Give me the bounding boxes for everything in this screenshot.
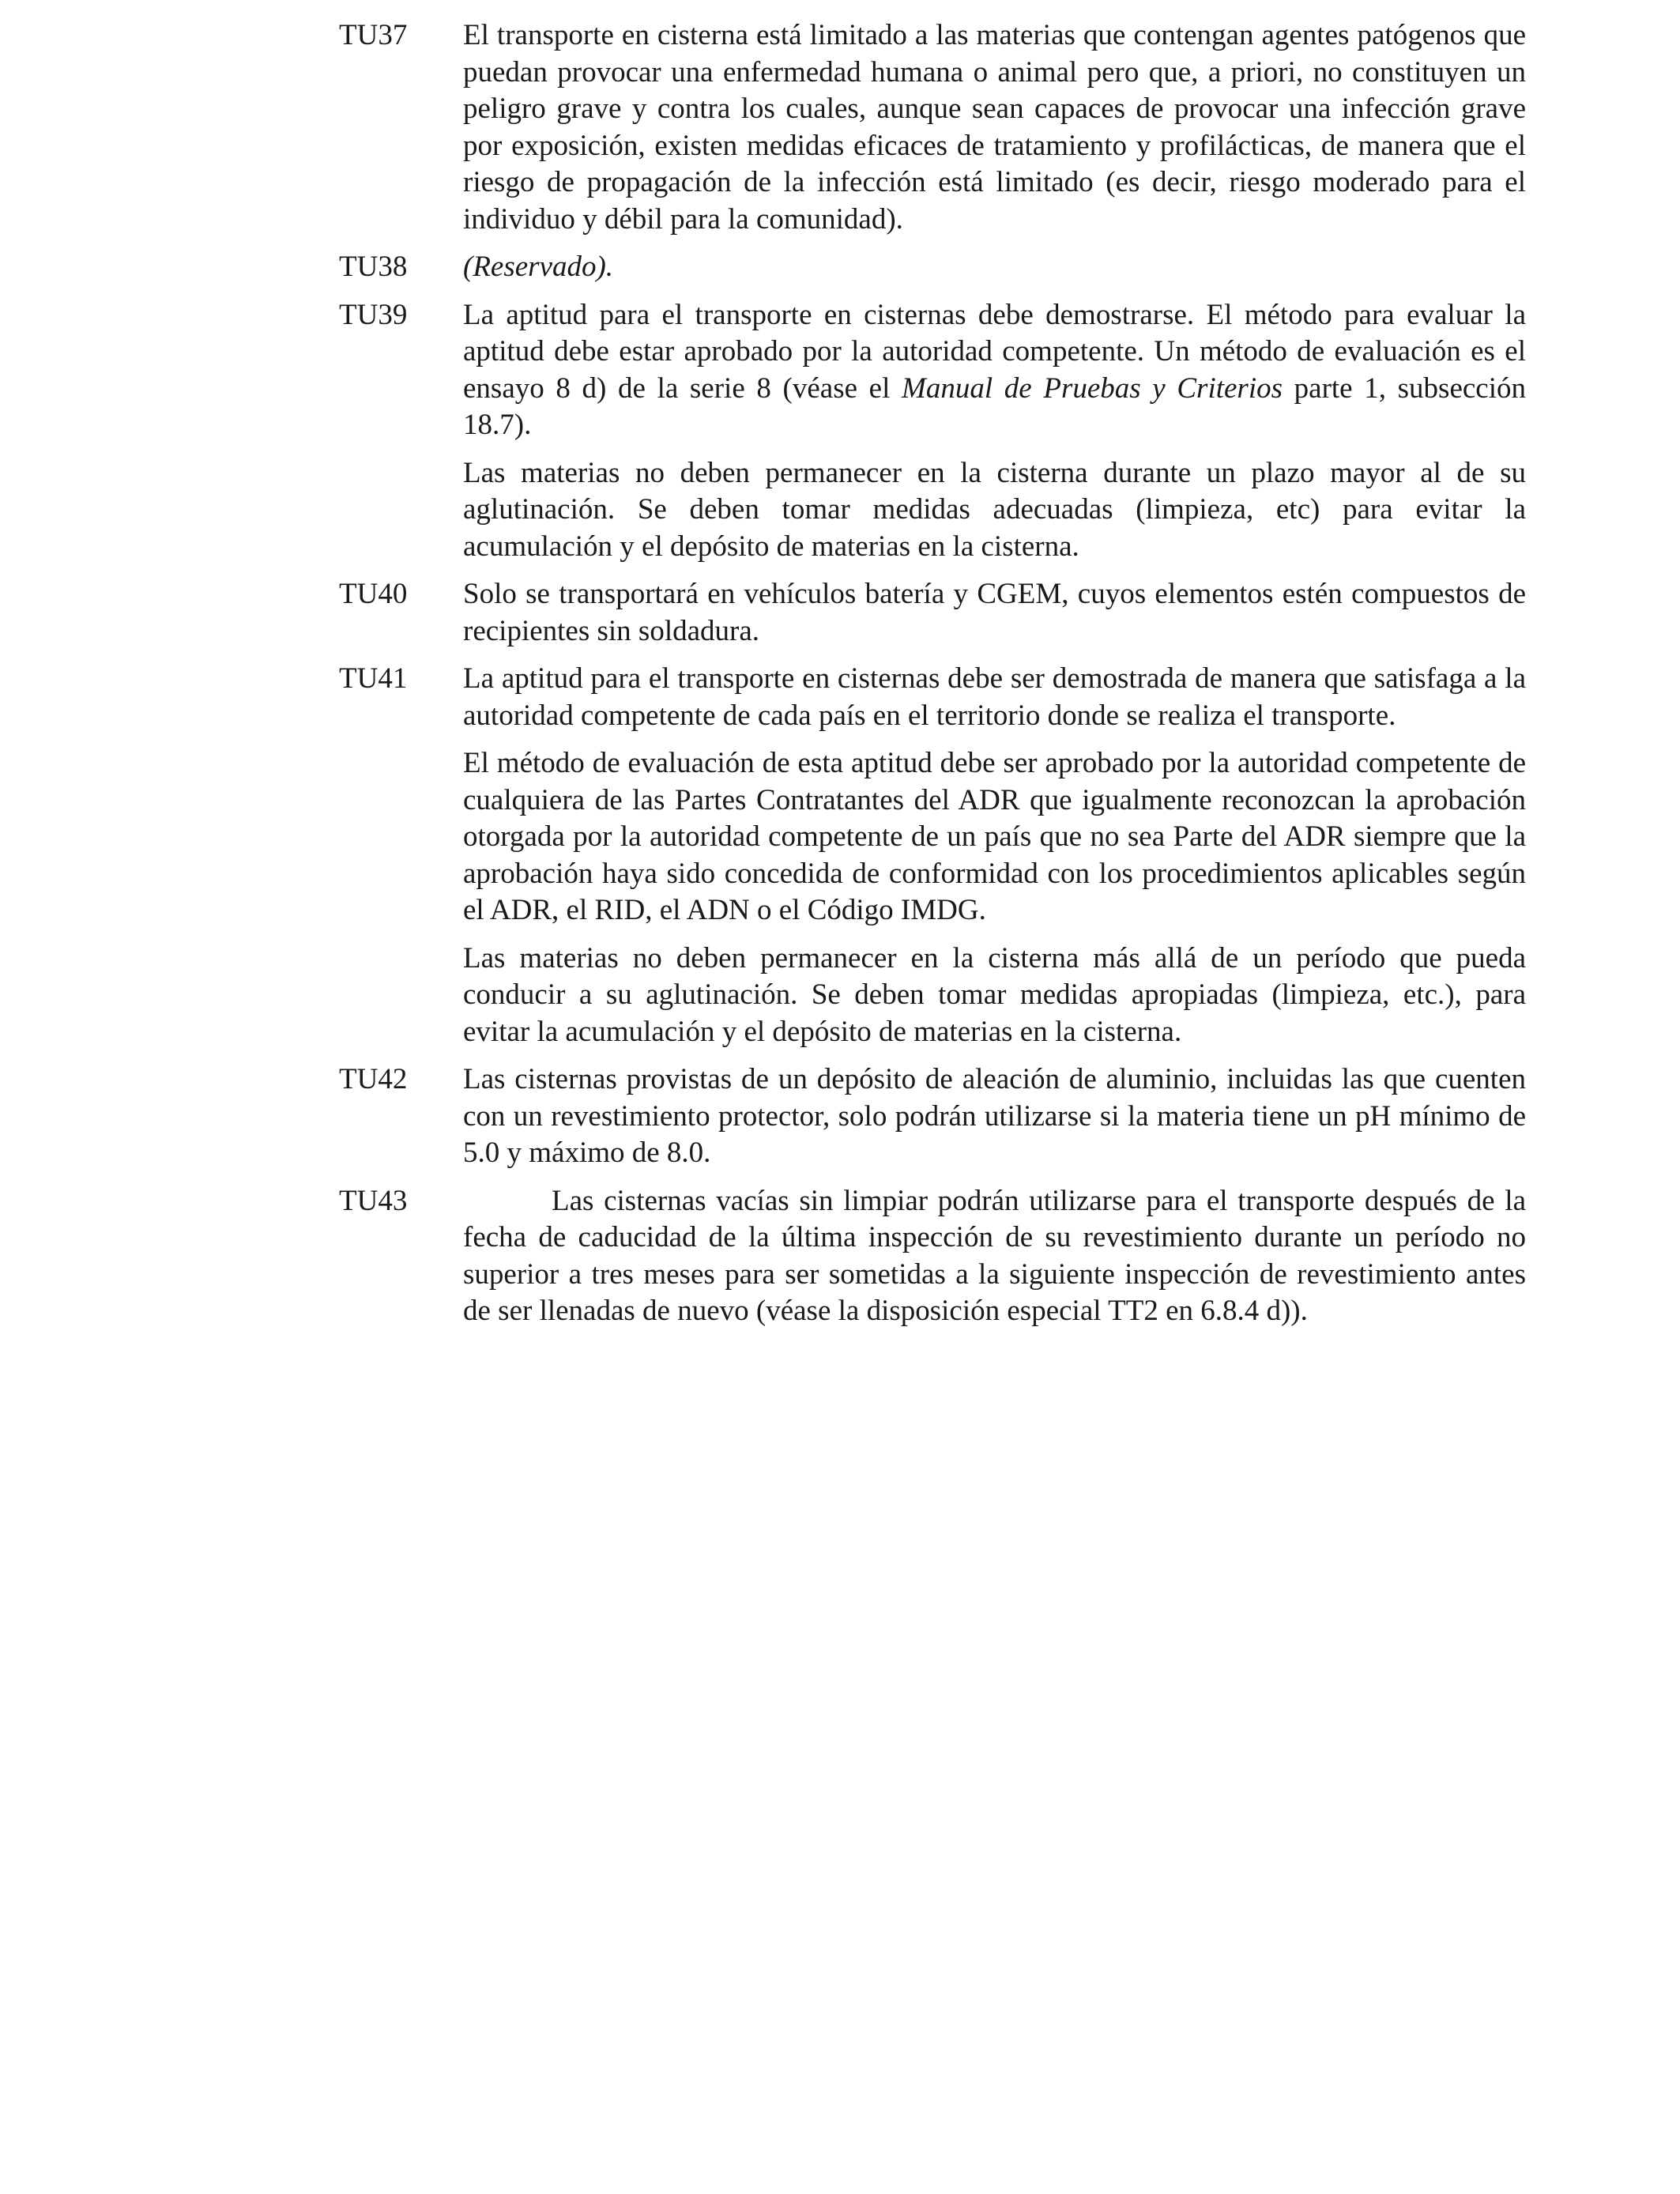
entry-code: TU43 (339, 1184, 408, 1217)
entry-tu38 (339, 249, 1526, 286)
entry-code: TU41 (339, 662, 408, 695)
entry-body (463, 1061, 1526, 1172)
entry-paragraph: Las cisternas vacías sin limpiar podrán utilizarse para el transporte después de la fecha de caducidad de la última inspección de su revestimiento durante un período no superior a tres meses para ser sometidas a la siguiente inspección de revestimiento antes de ser llenadas de nuevo (véase la disposición especial TT2 en 6.8.4 d)). (463, 1184, 1526, 1327)
paragraph-text: parte 1, subsección 18.7). (463, 371, 1526, 441)
entry-paragraph: La aptitud para el transporte en cisternas debe ser demostrada de manera que satisfaga a la autoridad competente de cada país en el territorio donde se realiza el transporte. (463, 662, 1526, 732)
entry-tu43 (339, 1183, 1526, 1330)
entry-body (463, 249, 1526, 286)
entry-code: TU37 (339, 19, 408, 51)
paragraph-text: La aptitud para el transporte en cisternas debe demostrarse. El método para evaluar la aptitud debe estar aprobado por la autoridad competente. Un método de evaluación es el ensayo 8 d) de la serie 8 (véase el (463, 298, 1526, 405)
manual-title: Manual de Pruebas y Criterios (902, 371, 1283, 405)
entry-body (463, 17, 1526, 238)
entry-paragraph: El transporte en cisterna está limitado a las materias que contengan agentes patógenos que puedan provocar una enfermedad humana o animal pero que, a priori, no constituyen un peligro grave y contra los cuales, aunque sean capaces de provocar una infección grave por exposición, existen medidas eficaces de tratamiento y profilácticas, de manera que el riesgo de propagación de la infección está limitado (es decir, riesgo moderado para el individuo y débil para la comunidad). (463, 19, 1526, 236)
entry-paragraph (463, 249, 1526, 286)
entry-code: TU40 (339, 578, 408, 610)
entry-tu37 (339, 17, 1526, 238)
entry-body (463, 297, 1526, 566)
entry-tu40 (339, 576, 1526, 650)
entry-tu42 (339, 1061, 1526, 1172)
entry-tu39 (339, 297, 1526, 566)
entry-body (463, 576, 1526, 650)
entry-paragraph: Las cisternas provistas de un depósito de aleación de aluminio, incluidas las que cuenten con un revestimiento protector, solo podrán utilizarse si la materia tiene un pH mínimo de 5.0 y máximo de 8.0. (463, 1063, 1526, 1169)
reserved-text: (Reservado). (463, 251, 614, 283)
entry-body (463, 1183, 1526, 1330)
entry-code: TU39 (339, 298, 408, 331)
entry-code: TU38 (339, 251, 408, 283)
entry-body (463, 661, 1526, 1050)
entry-code: TU42 (339, 1063, 408, 1095)
entry-paragraph: El método de evaluación de esta aptitud debe ser aprobado por la autoridad competente de cualquiera de las Partes Contratantes del ADR que igualmente reconozcan la aprobación otorgada por la autoridad competente de un país que no sea Parte del ADR siempre que la aprobación haya sido concedida de conformidad con los procedimientos aplicables según el ADR, el RID, el ADN o el Código IMDG. (463, 747, 1526, 926)
entry-paragraph: Las materias no deben permanecer en la cisterna más allá de un período que pueda conducir a su aglutinación. Se deben tomar medidas apropiadas (limpieza, etc.), para evitar la acumulación y el depósito de materias en la cisterna. (463, 941, 1526, 1048)
entry-paragraph (463, 297, 1526, 444)
entry-paragraph: Las materias no deben permanecer en la cisterna durante un plazo mayor al de su aglutinación. Se deben tomar medidas adecuadas (limpieza, etc) para evitar la acumulación y el depósito de materias en la cisterna. (463, 456, 1526, 563)
entry-tu41 (339, 661, 1526, 1050)
entry-paragraph: Solo se transportará en vehículos batería y CGEM, cuyos elementos estén compuestos de recipientes sin soldadura. (463, 578, 1526, 647)
document-page (339, 17, 1526, 1341)
